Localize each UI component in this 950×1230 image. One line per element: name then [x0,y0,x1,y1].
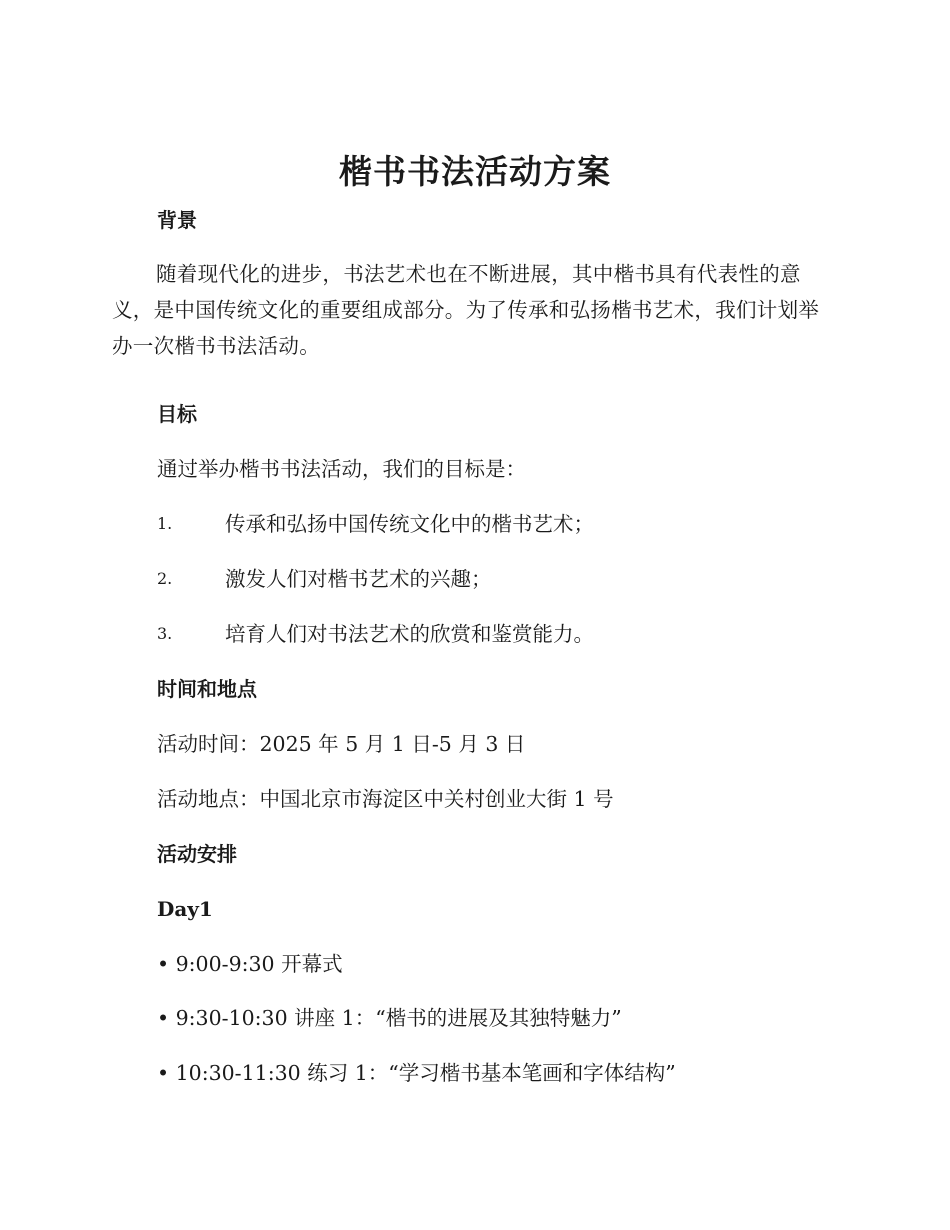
section-heading-background: 背景 [157,208,197,232]
list-item-number: 3. [157,624,173,643]
schedule-day-label: Day1 [157,897,213,921]
goals-intro: 通过举办楷书书法活动，我们的目标是： [157,457,526,481]
section-heading-time-place: 时间和地点 [157,677,257,701]
list-item-text: 传承和弘扬中国传统文化中的楷书艺术； [225,512,594,536]
document-title: 楷书书法活动方案 [339,152,611,191]
event-place: 活动地点：中国北京市海淀区中关村创业大街 1 号 [157,787,614,811]
schedule-item: • 9:30-10:30 讲座 1：“楷书的进展及其独特魅力” [157,1006,622,1030]
schedule-item: • 9:00-9:30 开幕式 [157,952,343,976]
section-heading-schedule: 活动安排 [157,842,237,866]
background-paragraph: 随着现代化的进步，书法艺术也在不断进展，其中楷书具有代表性的意义，是中国传统文化的重要组成部分。为了传承和弘扬楷书艺术，我们计划举办一次楷书书法活动。 [112,262,820,358]
event-time: 活动时间：2025 年 5 月 1 日-5 月 3 日 [157,732,526,756]
list-item-number: 2. [157,569,173,588]
list-item-number: 1. [157,514,173,533]
list-item-text: 培育人们对书法艺术的欣赏和鉴赏能力。 [225,622,594,646]
section-heading-goals: 目标 [157,402,197,426]
list-item-text: 激发人们对楷书艺术的兴趣； [225,567,492,591]
schedule-item: • 10:30-11:30 练习 1：“学习楷书基本笔画和字体结构” [157,1061,676,1085]
